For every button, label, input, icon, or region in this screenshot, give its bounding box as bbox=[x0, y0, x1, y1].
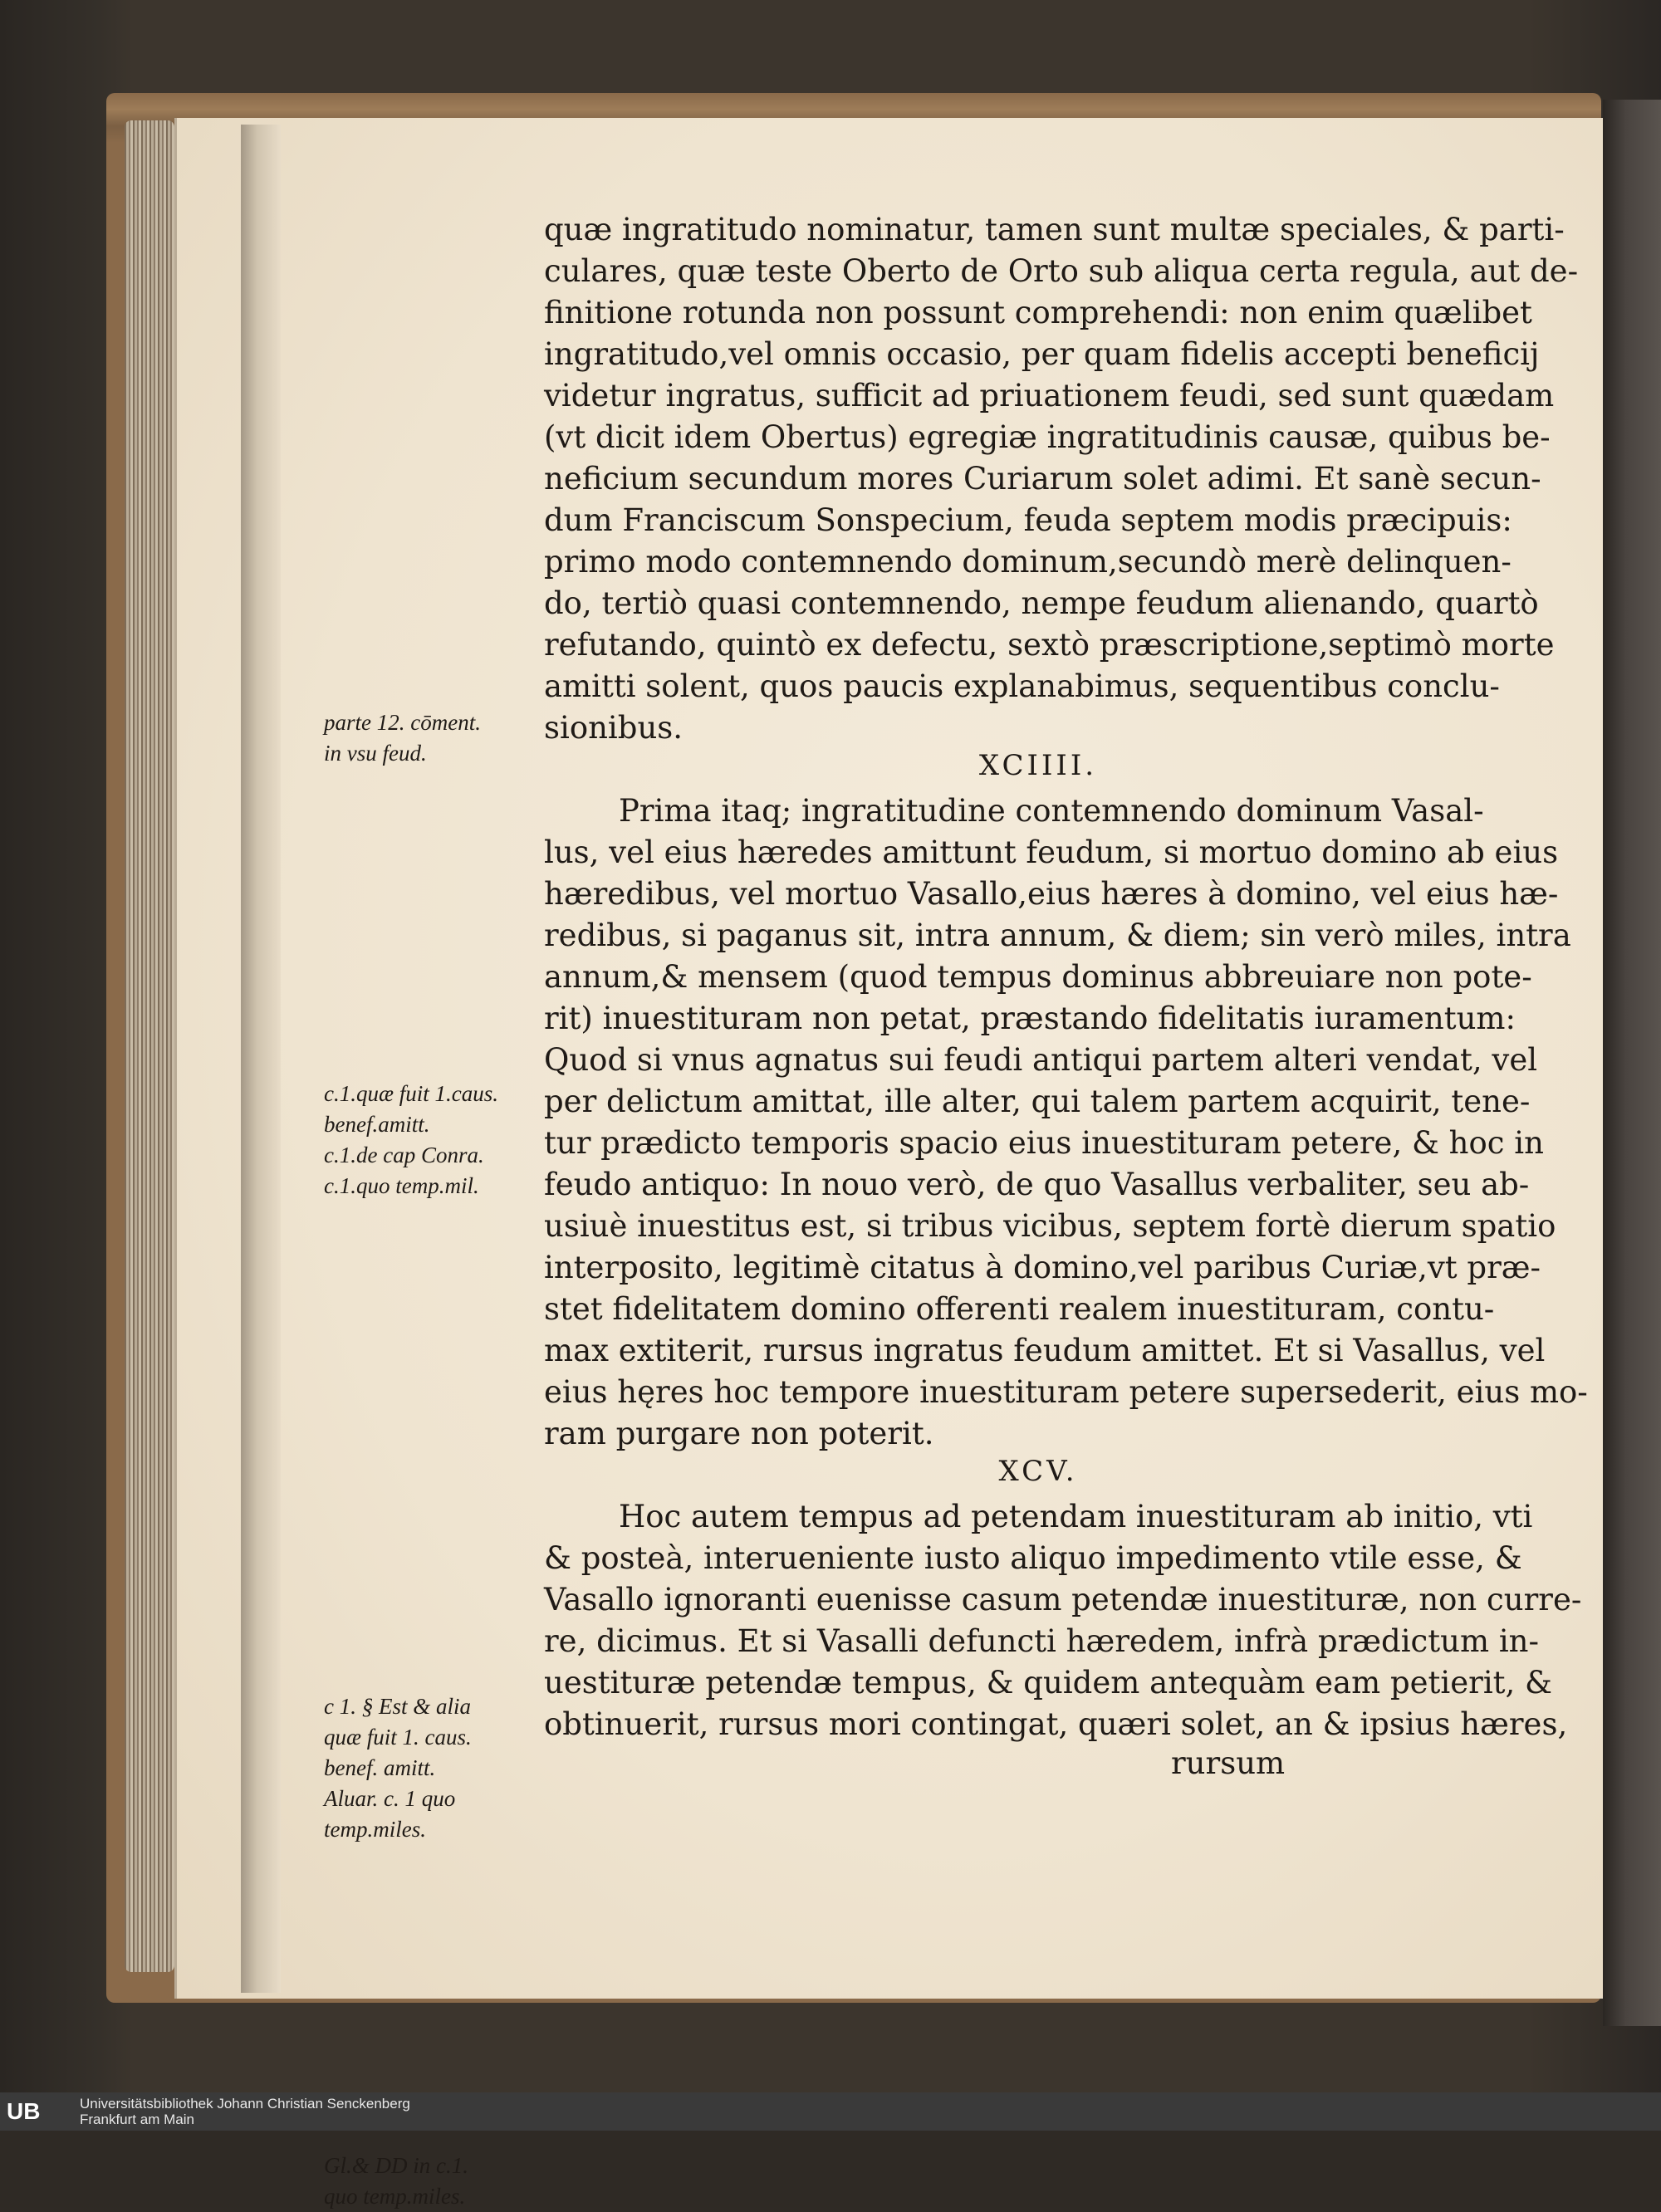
marginal-line: Gl.& DD in c.1. bbox=[324, 2153, 468, 2179]
section-line: Hoc autem tempus ad petendam inuestituram ab initio, vti bbox=[619, 1499, 1533, 1534]
section-line: annum,& mensem (quod tempus dominus abbreuiare non pote- bbox=[544, 959, 1532, 995]
library-footer bbox=[0, 2092, 1661, 2131]
marginal-line: temp.miles. bbox=[324, 1817, 426, 1843]
marginal-line: quæ fuit 1. caus. bbox=[324, 1725, 472, 1750]
section-line: Vasallo ignoranti euenisse casum petendæ inuestituræ, non curre- bbox=[544, 1582, 1582, 1617]
section-line: lus, vel eius hæredes amittunt feudum, si mortuo domino ab eius bbox=[544, 834, 1559, 870]
ub-logo bbox=[7, 2097, 73, 2126]
section-line: tur prædicto temporis spacio eius inuestituram petere, & hoc in bbox=[544, 1125, 1544, 1161]
marginal-note-4 bbox=[324, 2151, 540, 2212]
page-gutter bbox=[241, 125, 281, 1993]
section-line: rit) inuestituram non petat, præstando fidelitatis iuramentum: bbox=[544, 1001, 1516, 1036]
section-heading: XCIIII. bbox=[978, 749, 1098, 782]
marginal-line: parte 12. cōment. bbox=[324, 710, 481, 735]
section-line: obtinuerit, rursus mori contingat, quæri solet, an & ipsius hæres, bbox=[544, 1706, 1568, 1742]
section-line: Quod si vnus agnatus sui feudi antiqui partem alteri vendat, vel bbox=[544, 1042, 1538, 1078]
section-heading: XCV. bbox=[998, 1455, 1078, 1488]
marginal-line: c.1.quæ fuit 1.caus. bbox=[324, 1081, 498, 1107]
body-line: quæ ingratitudo nominatur, tamen sunt multæ speciales, & parti- bbox=[544, 212, 1565, 247]
ub-logo-text: UB bbox=[7, 2098, 41, 2124]
body-line: dum Franciscum Sonspecium, feuda septem modis præcipuis: bbox=[544, 502, 1512, 538]
section-line: ram purgare non poterit. bbox=[544, 1416, 934, 1451]
body-line: sionibus. bbox=[544, 710, 684, 746]
body-line: primo modo contemnendo dominum,secundò merè delinquen- bbox=[544, 544, 1512, 580]
body-line: finitione rotunda non possunt comprehendi: non enim quælibet bbox=[544, 295, 1532, 330]
marginal-line: c 1. § Est & alia bbox=[324, 1694, 471, 1720]
section-line: feudo antiquo: In nouo verò, de quo Vasallus verbaliter, seu ab- bbox=[544, 1167, 1530, 1202]
marginal-line: in vsu feud. bbox=[324, 741, 427, 766]
right-page-shadow bbox=[1603, 100, 1661, 2026]
section-line: & posteà, interueniente iusto aliquo impedimento vtile esse, & bbox=[544, 1540, 1522, 1576]
page-stack-edge bbox=[125, 120, 174, 1972]
section-line: Prima itaq; ingratitudine contemnendo dominum Vasal- bbox=[619, 793, 1484, 829]
body-line: (vt dicit idem Obertus) egregiæ ingratitudinis causæ, quibus be- bbox=[544, 419, 1551, 455]
body-line: videtur ingratus, sufficit ad priuationem feudi, sed sunt quædam bbox=[544, 378, 1555, 414]
marginal-note-2 bbox=[324, 1079, 540, 1201]
marginal-line: benef.amitt. bbox=[324, 1112, 430, 1138]
section-line: eius hęres hoc tempore inuestituram petere supersederit, eius mo- bbox=[544, 1374, 1588, 1410]
section-line: uestituræ petendæ tempus, & quidem antequàm eam petierit, & bbox=[544, 1665, 1552, 1701]
body-line: amitti solent, quos paucis explanabimus, sequentibus conclu- bbox=[544, 668, 1500, 704]
library-name: Universitätsbibliothek Johann Christian Senckenberg bbox=[80, 2096, 410, 2112]
marginal-line: Aluar. c. 1 quo bbox=[324, 1786, 456, 1812]
section-line: hæredibus, vel mortuo Vasallo,eius hæres à domino, vel eius hæ- bbox=[544, 876, 1559, 912]
section-line: interposito, legitimè citatus à domino,vel paribus Curiæ,vt præ- bbox=[544, 1250, 1541, 1285]
section-line: re, dicimus. Et si Vasalli defuncti hæredem, infrà prædictum in- bbox=[544, 1623, 1539, 1659]
section-line: redibus, si paganus sit, intra annum, & diem; sin verò miles, intra bbox=[544, 918, 1571, 953]
body-line: neficium secundum mores Curiarum solet adimi. Et sanè secun- bbox=[544, 461, 1541, 497]
marginal-line: c.1.de cap Conra. bbox=[324, 1143, 484, 1168]
marginal-note-3 bbox=[324, 1691, 540, 1845]
marginal-line: quo temp.miles. bbox=[324, 2184, 466, 2210]
marginal-line: benef. amitt. bbox=[324, 1755, 436, 1781]
body-line: culares, quæ teste Oberto de Orto sub aliqua certa regula, aut de- bbox=[544, 253, 1579, 289]
marginal-note-1 bbox=[324, 707, 540, 769]
catchword: rursum bbox=[1171, 1745, 1286, 1781]
body-line: ingratitudo,vel omnis occasio, per quam fidelis accepti beneficij bbox=[544, 336, 1540, 372]
body-line: refutando, quintò ex defectu, sextò præscriptione,septimò morte bbox=[544, 627, 1555, 663]
body-line: do, tertiò quasi contemnendo, nempe feudum alienando, quartò bbox=[544, 585, 1539, 621]
section-line: per delictum amittat, ille alter, qui talem partem acquirit, tene- bbox=[544, 1084, 1531, 1119]
library-credit bbox=[80, 2096, 410, 2127]
section-line: max extiterit, rursus ingratus feudum amittet. Et si Vasallus, vel bbox=[544, 1333, 1546, 1368]
section-line: usiuè inuestitus est, si tribus vicibus, septem fortè dierum spatio bbox=[544, 1208, 1556, 1244]
marginal-line: c.1.quo temp.mil. bbox=[324, 1173, 479, 1199]
section-line: stet fidelitatem domino offerenti realem inuestituram, contu- bbox=[544, 1291, 1495, 1327]
library-city: Frankfurt am Main bbox=[80, 2112, 194, 2127]
